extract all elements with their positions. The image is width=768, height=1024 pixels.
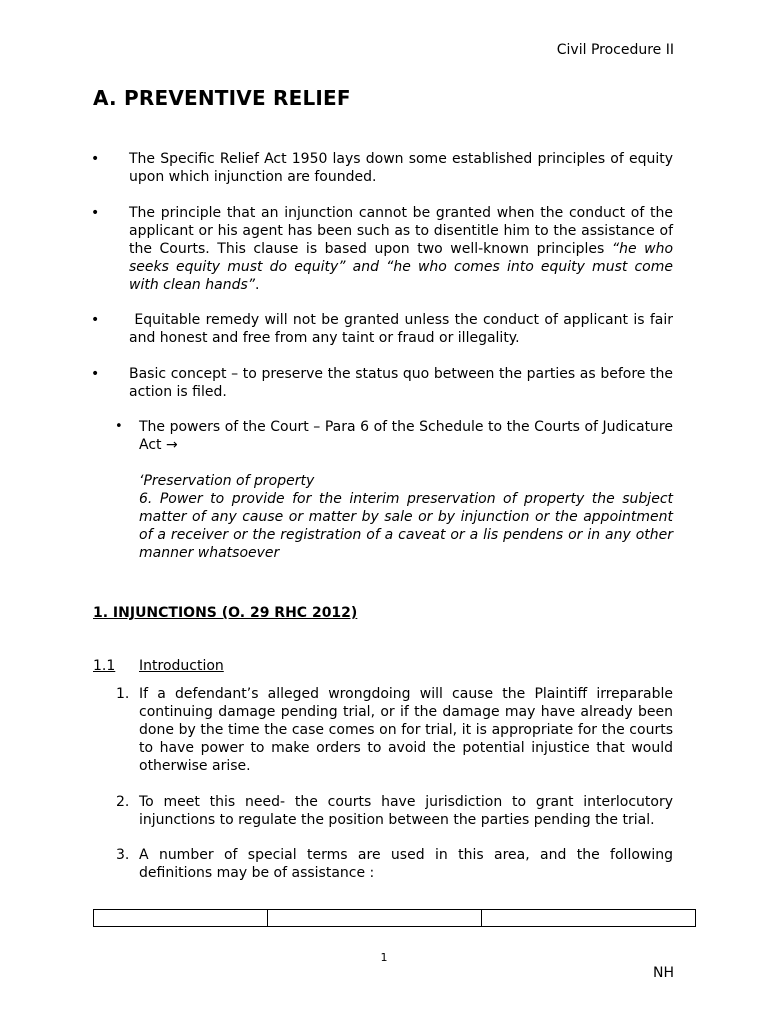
sub-bullet-paragraph: The powers of the Court – Para 6 of the Schedule to the Courts of Judicature Act → [139, 419, 673, 453]
bullet-icon: • [91, 312, 100, 328]
section-heading: 1. INJUNCTIONS (O. 29 RHC 2012) [93, 605, 358, 621]
list-item: If a defendant’s alleged wrongdoing will cause the Plaintiff irreparable continuing damage pending trial, or if the damage may have already been done by the time the case comes on for trial, it is appropriate for the courts to have power to make orders to avoid the potential injustice that would otherwise arise. [139, 686, 673, 774]
bullet-icon: • [91, 151, 100, 167]
table-cell [94, 910, 268, 926]
list-item-number: 2. [116, 794, 130, 810]
footer-initials: NH [653, 965, 674, 981]
subsection-title: Introduction [139, 658, 224, 674]
table-cell [268, 910, 482, 926]
page-number: 1 [380, 951, 388, 964]
page-title: A. PREVENTIVE RELIEF [93, 86, 351, 110]
list-item: A number of special terms are used in this area, and the following definitions may be of assistance : [139, 847, 673, 881]
quote-title: ‘Preservation of property [139, 473, 315, 489]
paragraph-text: The principle that an injunction cannot be granted when the conduct of the applicant or his agent has been such as to disentitle him to the assistance of the Courts. This clause is based upon two well-known principles [129, 205, 673, 257]
bullet-paragraph: Equitable remedy will not be granted unless the conduct of applicant is fair and honest and free from any taint or fraud or illegality. [129, 312, 678, 346]
list-item: To meet this need- the courts have jurisdiction to grant interlocutory injunctions to regulate the position between the parties pending the trial. [139, 794, 673, 828]
definitions-table [93, 909, 696, 927]
list-item-number: 1. [116, 686, 130, 702]
bullet-paragraph [129, 204, 673, 294]
list-item-number: 3. [116, 847, 130, 863]
quote-body: 6. Power to provide for the interim preservation of property the subject matter of any cause or matter by sale or by injunction or the appointment of a receiver or the registration of a caveat or a lis pendens or in any other manner whatsoever [139, 491, 673, 561]
bullet-icon: • [91, 366, 100, 382]
table-cell [482, 910, 695, 926]
paragraph-italic-quote: “he who seeks equity must do equity” and “he who comes into equity must come with clean hands” [129, 241, 674, 293]
bullet-paragraph: Basic concept – to preserve the status quo between the parties as before the action is filed. [129, 366, 673, 400]
paragraph-end: . [255, 277, 260, 293]
bullet-paragraph: The Specific Relief Act 1950 lays down some established principles of equity upon which injunction are founded. [129, 151, 673, 185]
bullet-icon: • [91, 205, 100, 221]
running-header: Civil Procedure II [556, 42, 674, 58]
sub-bullet-icon: • [115, 419, 123, 434]
subsection-number: 1.1 [93, 658, 116, 674]
